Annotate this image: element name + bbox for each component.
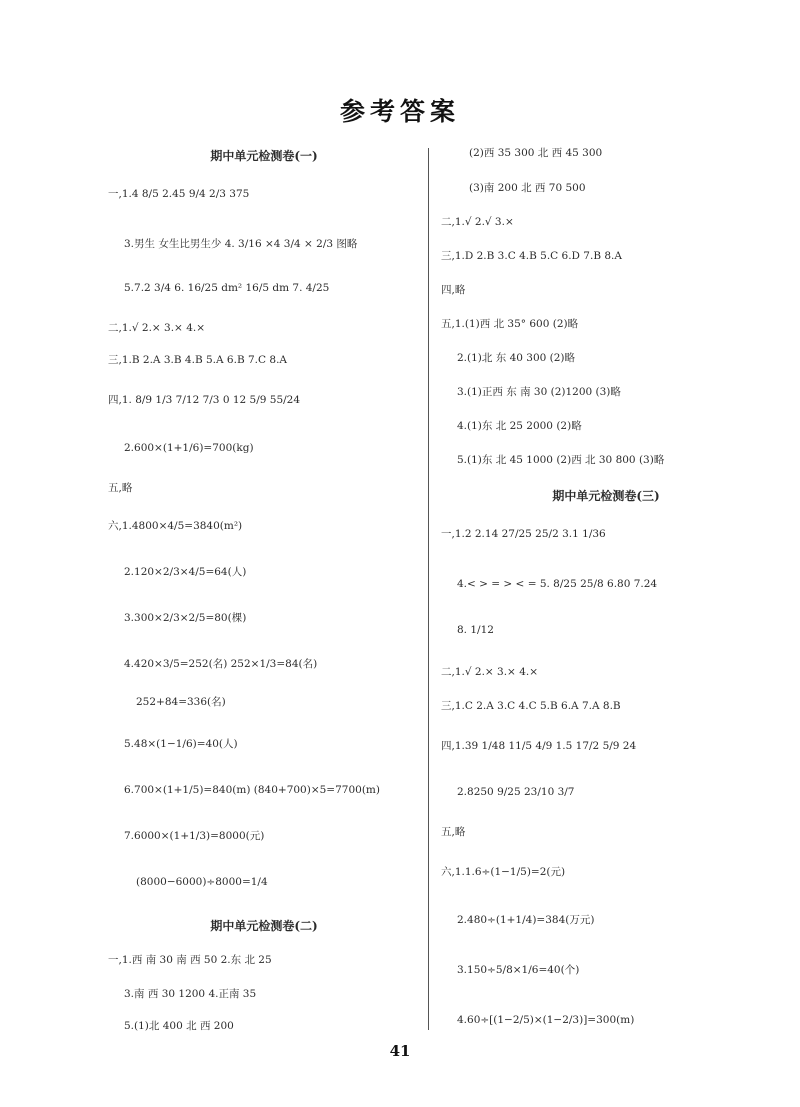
answer-line: 六,1.4800×4/5=3840(m²) [108,520,243,532]
answer-line: 三,1.B 2.A 3.B 4.B 5.A 6.B 7.C 8.A [108,354,287,366]
answer-line: 3.300×2/3×2/5=80(棵) [124,612,247,624]
answer-line: 2.(1)北 东 40 300 (2)略 [457,352,576,364]
answer-line: 3.南 西 30 1200 4.正南 35 [124,988,257,1000]
answer-line: 2.120×2/3×4/5=64(人) [124,566,247,578]
answer-line: 3.150÷5/8×1/6=40(个) [457,964,580,976]
answer-line: 二,1.√ 2.√ 3.× [441,216,514,228]
answer-line: 二,1.√ 2.× 3.× 4.× [108,322,206,334]
answer-line: 7.6000×(1+1/3)=8000(元) [124,830,265,842]
answer-line: 4.< > = > < = 5. 8/25 25/8 6.80 7.24 [457,578,658,590]
answer-line: (3)南 200 北 西 70 500 [469,182,586,194]
answer-line: 一,1.西 南 30 南 西 50 2.东 北 25 [108,954,272,966]
answer-line: 5.(1)北 400 北 西 200 [124,1020,234,1032]
answer-line: 5.48×(1−1/6)=40(人) [124,738,238,750]
answer-line: 一,1.4 8/5 2.45 9/4 2/3 375 [108,188,250,200]
answer-line: 五,1.(1)西 北 35° 600 (2)略 [441,318,579,330]
answer-line: 2.600×(1+1/6)=700(kg) [124,442,254,454]
answer-line: (8000−6000)÷8000=1/4 [136,876,268,888]
answer-line: 5.7.2 3/4 6. 16/25 dm² 16/5 dm 7. 4/25 [124,282,330,294]
answer-line: 三,1.C 2.A 3.C 4.C 5.B 6.A 7.A 8.B [441,700,621,712]
answer-line: 4.420×3/5=252(名) 252×1/3=84(名) [124,658,318,670]
page-title: 参考答案 [339,97,460,126]
answer-line: 四,1. 8/9 1/3 7/12 7/3 0 12 5/9 55/24 [108,394,301,406]
answer-line: 3.男生 女生比男生少 4. 3/16 ×4 3/4 × 2/3 图略 [124,238,358,250]
answer-line: 252+84=336(名) [136,696,226,708]
answer-line: (2)西 35 300 北 西 45 300 [469,147,603,159]
answer-line: 8. 1/12 [457,624,494,636]
section-heading: 期中单元检测卷(二) [210,919,318,933]
answer-line: 4.60÷[(1−2/5)×(1−2/3)]=300(m) [457,1014,635,1026]
answer-line: 5.(1)东 北 45 1000 (2)西 北 30 800 (3)略 [457,454,665,466]
answer-line: 五,略 [441,826,466,838]
section-heading: 期中单元检测卷(一) [210,149,318,163]
answer-line: 2.480÷(1+1/4)=384(万元) [457,914,595,926]
answer-line: 二,1.√ 2.× 3.× 4.× [441,666,539,678]
answer-line: 四,1.39 1/48 11/5 4/9 1.5 17/2 5/9 24 [441,740,637,752]
section-heading: 期中单元检测卷(三) [552,489,660,503]
answer-line: 三,1.D 2.B 3.C 4.B 5.C 6.D 7.B 8.A [441,250,622,262]
column-divider [428,148,429,1030]
answer-line: 4.(1)东 北 25 2000 (2)略 [457,420,582,432]
answer-line: 6.700×(1+1/5)=840(m) (840+700)×5=7700(m) [124,784,380,796]
answer-line: 3.(1)正西 东 南 30 (2)1200 (3)略 [457,386,621,398]
answer-line: 六,1.1.6÷(1−1/5)=2(元) [441,866,566,878]
answer-line: 一,1.2 2.14 27/25 25/2 3.1 1/36 [441,528,606,540]
answer-line: 五,略 [108,482,133,494]
answer-line: 2.8250 9/25 23/10 3/7 [457,786,575,798]
answer-line: 四,略 [441,284,466,296]
page-number: 41 [389,1042,411,1060]
